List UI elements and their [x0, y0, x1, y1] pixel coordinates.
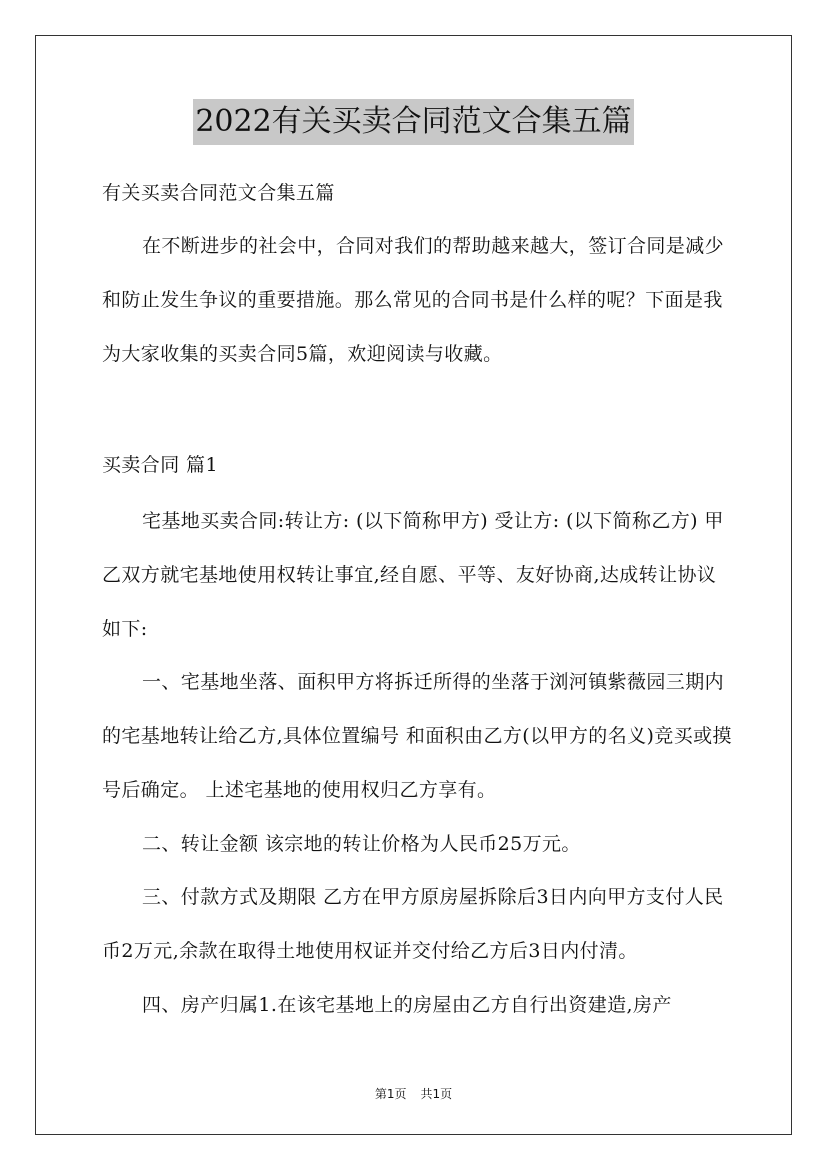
page-footer	[0, 1085, 827, 1102]
paragraph-transfer-parties: 宅基地买卖合同:转让方: (以下简称甲方) 受让方: (以下简称乙方) 甲乙双方就宅基地使用权转让事宜,经自愿、平等、友好协商,达成转让协议如下:	[102, 510, 724, 640]
document-subtitle: 有关买卖合同范文合集五篇	[102, 182, 335, 204]
paragraph-transfer-amount: 二、转让金额 该宗地的转让价格为人民币25万元。	[142, 833, 581, 855]
paragraph-location-area: 一、宅基地坐落、面积甲方将拆迁所得的坐落于浏河镇紫薇园三期内的宅基地转让给乙方,具体位置编号 和面积由乙方(以甲方的名义)竞买或摸号后确定。 上述宅基地的使用权归乙方享有。	[102, 671, 732, 801]
title-container	[0, 99, 827, 145]
paragraph-property-ownership: 四、房产归属1.在该宅基地上的房屋由乙方自行出资建造,房产	[142, 994, 672, 1016]
page-total: 共1页	[420, 1087, 453, 1101]
paragraph-payment-terms: 三、付款方式及期限 乙方在甲方原房屋拆除后3日内向甲方支付人民币2万元,余款在取得土地使用权证并交付给乙方后3日内付清。	[102, 886, 724, 962]
document-title: 2022有关买卖合同范文合集五篇	[193, 99, 633, 145]
page-number: 第1页	[374, 1087, 407, 1101]
section-heading: 买卖合同 篇1	[102, 454, 218, 476]
intro-paragraph: 在不断进步的社会中，合同对我们的帮助越来越大，签订合同是减少和防止发生争议的重要措施。那么常见的合同书是什么样的呢？下面是我为大家收集的买卖合同5篇，欢迎阅读与收藏。	[102, 235, 725, 365]
